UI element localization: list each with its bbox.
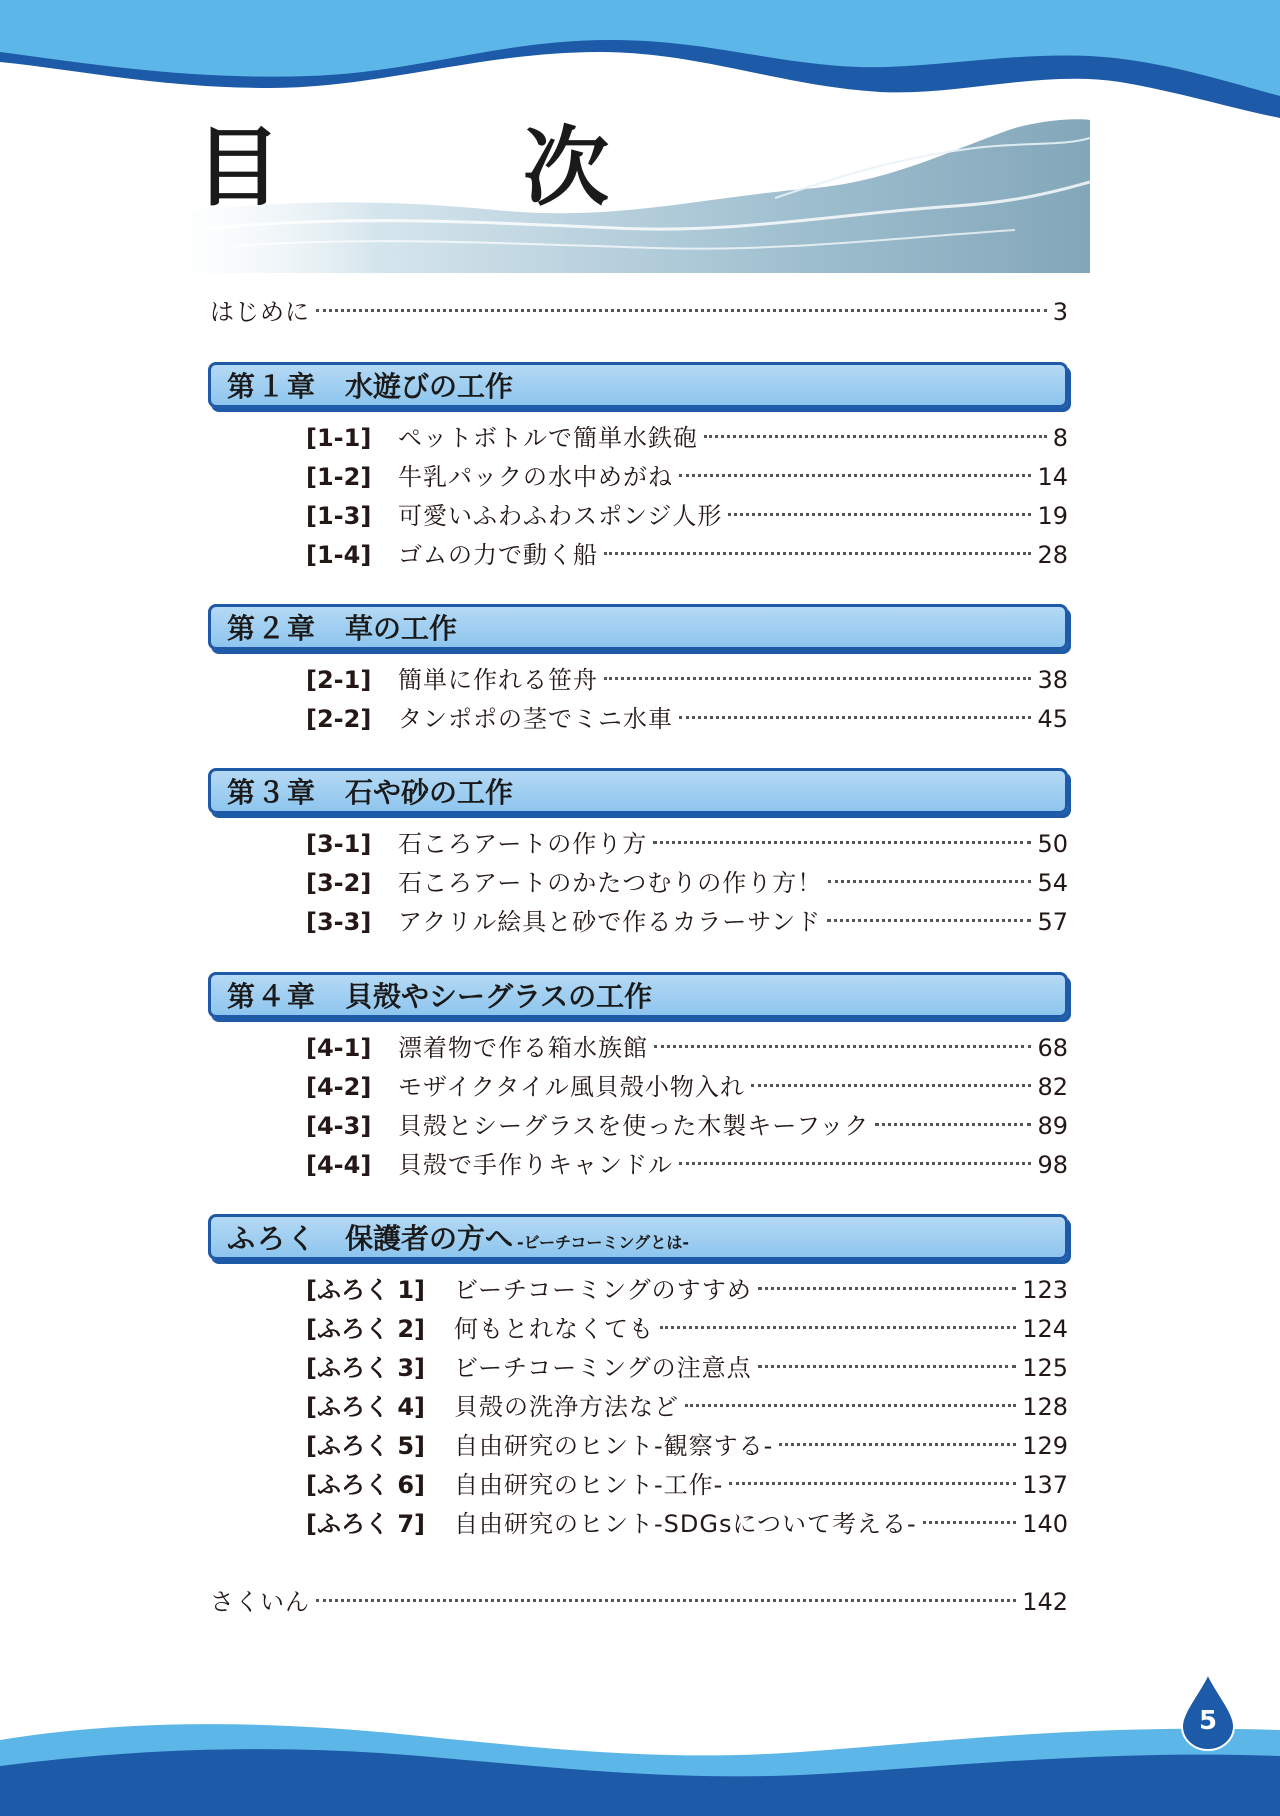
item-code: [2-2] <box>306 705 372 733</box>
item-title: モザイクタイル風貝殻小物入れ <box>398 1073 745 1101</box>
dot-leader <box>604 552 1031 555</box>
item-page: 123 <box>1022 1276 1068 1304</box>
item-code: [ふろく 6] <box>306 1471 425 1499</box>
item-code: [ふろく 3] <box>306 1354 425 1382</box>
page-title: 目 次 <box>195 118 687 218</box>
chapter-2-header[interactable] <box>208 604 1068 650</box>
index-title: さくいん <box>210 1588 310 1616</box>
dot-leader <box>828 880 1031 883</box>
item-code: [4-2] <box>306 1073 372 1101</box>
item-title: ゴムの力で動く船 <box>398 541 598 569</box>
chapter-label: 第４章 <box>227 980 318 1013</box>
item-page: 125 <box>1022 1354 1068 1382</box>
item-code: [3-3] <box>306 908 372 936</box>
dot-leader <box>758 1365 1017 1368</box>
item-code: [4-3] <box>306 1112 372 1140</box>
item-title: 簡単に作れる笹舟 <box>398 666 598 694</box>
page-number: 5 <box>1198 1706 1218 1736</box>
chapter-title: 石や砂の工作 <box>345 776 514 809</box>
item-code: [4-4] <box>306 1151 372 1179</box>
toc-row[interactable] <box>306 1274 1068 1306</box>
item-code: [ふろく 2] <box>306 1315 425 1343</box>
item-page: 54 <box>1037 869 1068 897</box>
item-page: 98 <box>1037 1151 1068 1179</box>
item-page: 8 <box>1052 424 1068 452</box>
item-code: [ふろく 5] <box>306 1432 425 1460</box>
item-page: 28 <box>1037 541 1068 569</box>
chapter-subtitle: -ビーチコーミングとは- <box>517 1233 690 1252</box>
toc-row[interactable] <box>306 1149 1068 1181</box>
toc-index-row[interactable] <box>210 1586 1068 1618</box>
dot-leader <box>654 1045 1031 1048</box>
item-code: [3-1] <box>306 830 372 858</box>
item-title: 貝殻で手作りキャンドル <box>398 1151 673 1179</box>
item-title: 自由研究のヒント-観察する- <box>454 1432 774 1460</box>
toc-row[interactable] <box>306 1071 1068 1103</box>
item-title: 牛乳パックの水中めがね <box>398 463 673 491</box>
item-title: 石ころアートの作り方 <box>398 830 648 858</box>
item-code: [ふろく 4] <box>306 1393 425 1421</box>
chapter-label: ふろく <box>227 1222 318 1255</box>
dot-leader <box>653 841 1031 844</box>
item-title: アクリル絵具と砂で作るカラーサンド <box>398 908 822 936</box>
chapter-1-header[interactable] <box>208 362 1068 408</box>
dot-leader <box>316 309 1047 312</box>
dot-leader <box>704 435 1047 438</box>
dot-leader <box>751 1084 1032 1087</box>
toc-intro-row[interactable] <box>210 296 1068 328</box>
chapter-label: 第１章 <box>227 370 318 403</box>
toc-row[interactable] <box>306 664 1068 696</box>
dot-leader <box>660 1326 1016 1329</box>
item-code: [1-3] <box>306 502 372 530</box>
item-page: 82 <box>1037 1073 1068 1101</box>
dot-leader <box>758 1287 1016 1290</box>
item-page: 140 <box>1022 1510 1068 1538</box>
item-page: 14 <box>1037 463 1068 491</box>
item-page: 124 <box>1022 1315 1068 1343</box>
dot-leader <box>923 1521 1017 1524</box>
dot-leader <box>679 716 1031 719</box>
item-code: [3-2] <box>306 869 372 897</box>
toc-row[interactable] <box>306 539 1068 571</box>
item-code: [4-1] <box>306 1034 372 1062</box>
toc-row[interactable] <box>306 828 1068 860</box>
top-wave-decoration <box>0 0 1280 130</box>
chapter-label: 第２章 <box>227 612 318 645</box>
chapter-4-header[interactable] <box>208 972 1068 1018</box>
item-title: タンポポの茎でミニ水車 <box>398 705 673 733</box>
item-title: 貝殻とシーグラスを使った木製キーフック <box>398 1112 870 1140</box>
toc-row[interactable] <box>306 703 1068 735</box>
toc-row[interactable] <box>306 422 1068 454</box>
dot-leader <box>779 1443 1016 1446</box>
chapter-3-header[interactable] <box>208 768 1068 814</box>
appendix-header[interactable] <box>208 1214 1068 1260</box>
item-code: [1-2] <box>306 463 372 491</box>
item-code: [1-1] <box>306 424 372 452</box>
dot-leader <box>827 919 1031 922</box>
bottom-wave-decoration <box>0 1690 1280 1816</box>
chapter-title: 保護者の方へ <box>345 1222 514 1255</box>
chapter-title: 貝殻やシーグラスの工作 <box>345 980 653 1013</box>
toc-row[interactable] <box>306 1430 1068 1462</box>
dot-leader <box>316 1599 1016 1602</box>
chapter-title: 水遊びの工作 <box>345 370 514 403</box>
item-title: 漂着物で作る箱水族館 <box>398 1034 648 1062</box>
toc-row[interactable] <box>306 1508 1068 1540</box>
item-code: [1-4] <box>306 541 372 569</box>
dot-leader <box>875 1123 1031 1126</box>
toc-row[interactable] <box>306 906 1068 938</box>
intro-title: はじめに <box>210 298 310 326</box>
dot-leader <box>679 474 1031 477</box>
item-title: ビーチコーミングの注意点 <box>454 1354 752 1382</box>
item-page: 89 <box>1037 1112 1068 1140</box>
item-title: 石ころアートのかたつむりの作り方！ <box>398 869 823 897</box>
item-page: 137 <box>1022 1471 1068 1499</box>
item-code: [2-1] <box>306 666 372 694</box>
item-page: 57 <box>1037 908 1068 936</box>
item-title: ビーチコーミングのすすめ <box>454 1276 752 1304</box>
item-page: 45 <box>1037 705 1068 733</box>
toc-row[interactable] <box>306 1032 1068 1064</box>
item-title: 貝殻の洗浄方法など <box>454 1393 679 1421</box>
dot-leader <box>679 1162 1031 1165</box>
chapter-title: 草の工作 <box>345 612 458 645</box>
item-page: 19 <box>1037 502 1068 530</box>
item-page: 68 <box>1037 1034 1068 1062</box>
item-title: 自由研究のヒント-SDGsについて考える- <box>454 1510 917 1538</box>
toc-row[interactable] <box>306 1469 1068 1501</box>
item-title: 自由研究のヒント-工作- <box>454 1471 724 1499</box>
item-page: 128 <box>1022 1393 1068 1421</box>
dot-leader <box>685 1404 1016 1407</box>
dot-leader <box>604 677 1031 680</box>
toc-row[interactable] <box>306 1313 1068 1345</box>
toc-row[interactable] <box>306 867 1068 899</box>
item-code: [ふろく 1] <box>306 1276 425 1304</box>
toc-row[interactable] <box>306 500 1068 532</box>
item-page: 129 <box>1022 1432 1068 1460</box>
toc-row[interactable] <box>306 1110 1068 1142</box>
toc-row[interactable] <box>306 1391 1068 1423</box>
toc-row[interactable] <box>306 1352 1068 1384</box>
item-page: 38 <box>1037 666 1068 694</box>
intro-page: 3 <box>1052 298 1068 326</box>
item-title: 可愛いふわふわスポンジ人形 <box>398 502 723 530</box>
item-page: 50 <box>1037 830 1068 858</box>
dot-leader <box>728 513 1031 516</box>
item-title: 何もとれなくても <box>454 1315 654 1343</box>
dot-leader <box>729 1482 1016 1485</box>
toc-row[interactable] <box>306 461 1068 493</box>
index-page: 142 <box>1022 1588 1068 1616</box>
chapter-label: 第３章 <box>227 776 318 809</box>
item-code: [ふろく 7] <box>306 1510 425 1538</box>
item-title: ペットボトルで簡単水鉄砲 <box>398 424 698 452</box>
